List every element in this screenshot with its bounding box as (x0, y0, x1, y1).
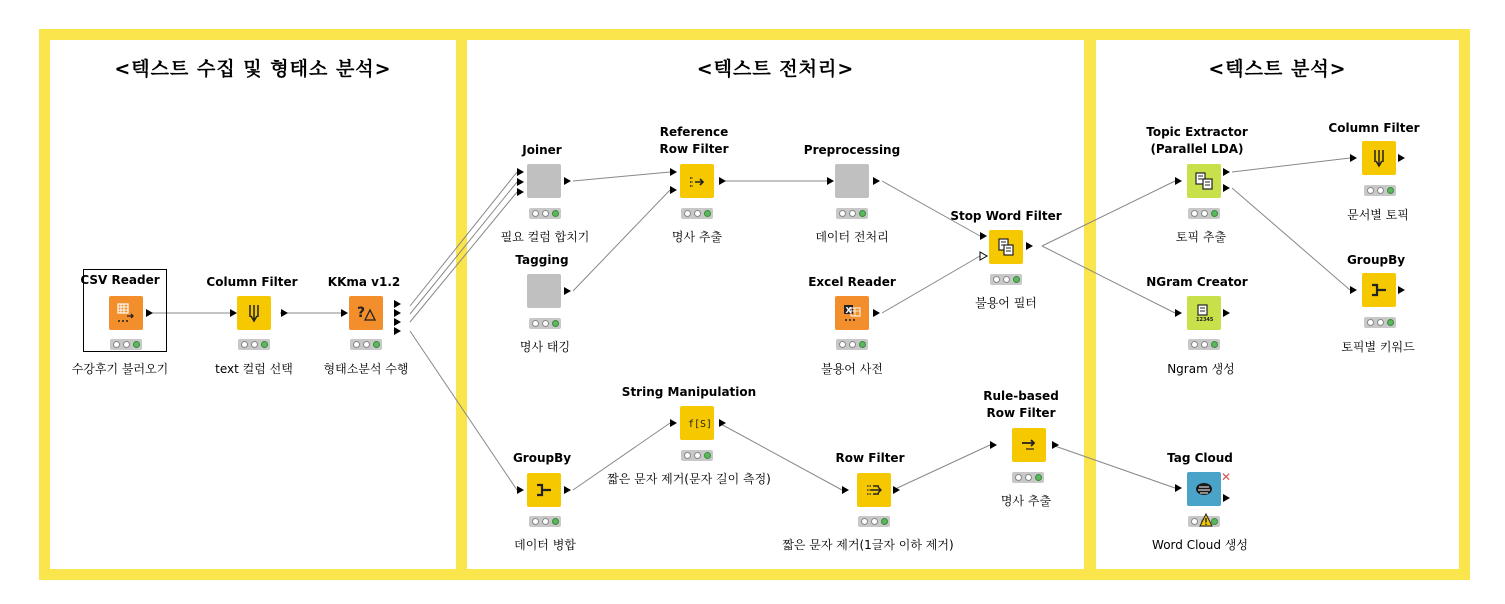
node-label-column-filter-1: text 컬럼 선택 (215, 362, 293, 376)
node-label-stop-word-filter: 불용어 필터 (975, 296, 1037, 310)
status-lights (836, 208, 868, 219)
section-title-collect: <텍스트 수집 및 형태소 분석> (114, 58, 392, 80)
node-excel-reader[interactable] (835, 296, 869, 330)
string-function-icon (686, 412, 713, 434)
node-title-kkma: KKma v1.2 (327, 275, 401, 289)
node-title-groupby-1: GroupBy (512, 451, 572, 465)
column-filter-icon (1368, 147, 1390, 169)
status-lights (681, 450, 713, 461)
status-lights (1012, 472, 1044, 483)
node-label-groupby-2: 토픽별 키워드 (1341, 340, 1415, 354)
node-string-manipulation[interactable] (680, 406, 714, 440)
node-label-joiner: 필요 컬럼 합치기 (500, 230, 590, 244)
node-title-csv-reader: CSV Reader (80, 273, 160, 287)
document-filter-icon (995, 236, 1017, 258)
node-reference-row-filter[interactable] (680, 164, 714, 198)
node-kkma[interactable] (349, 296, 383, 330)
status-lights (1364, 185, 1396, 196)
node-label-kkma: 형태소분석 수행 (323, 362, 409, 376)
status-lights (1188, 208, 1220, 219)
node-preprocessing[interactable] (835, 164, 869, 198)
node-label-tagging: 명사 태깅 (519, 340, 571, 354)
column-filter-icon (243, 302, 265, 324)
node-label-csv-reader: 수강후기 불러오기 (71, 362, 169, 376)
node-ngram-creator[interactable] (1187, 296, 1221, 330)
node-label-tag-cloud: Word Cloud 생성 (1152, 538, 1248, 552)
node-title-topic-extractor-1: Topic Extractor (1146, 125, 1248, 139)
morpheme-analysis-icon (355, 302, 377, 324)
node-title-row-filter: Row Filter (835, 451, 905, 465)
node-csv-reader[interactable] (109, 296, 143, 330)
node-label-excel-reader: 불용어 사전 (821, 362, 883, 376)
node-title-joiner: Joiner (522, 143, 562, 157)
node-title-topic-extractor-2: (Parallel LDA) (1150, 142, 1244, 156)
status-lights (350, 339, 382, 350)
reference-filter-icon (686, 170, 708, 192)
node-column-filter-2[interactable] (1362, 141, 1396, 175)
status-lights (1364, 317, 1396, 328)
node-title-tagging: Tagging (515, 253, 569, 267)
svg-text:?: ? (357, 305, 366, 321)
node-tag-cloud[interactable] (1187, 472, 1221, 506)
node-title-stop-word-filter: Stop Word Filter (950, 209, 1062, 223)
ngram-document-icon (1193, 302, 1215, 324)
svg-text:12345: 12345 (1196, 317, 1214, 323)
node-stop-word-filter[interactable] (989, 230, 1023, 264)
warning-icon (1199, 513, 1213, 527)
status-lights (858, 516, 890, 527)
node-groupby-1[interactable] (527, 473, 561, 507)
status-lights (529, 208, 561, 219)
wire-kkma-to-joiner-2 (410, 182, 517, 314)
row-filter-icon (863, 479, 885, 501)
node-tagging[interactable] (527, 274, 561, 308)
node-column-filter-1[interactable] (237, 296, 271, 330)
status-lights (529, 516, 561, 527)
node-joiner[interactable] (527, 164, 561, 198)
node-label-reference-row-filter: 명사 추출 (671, 230, 723, 244)
status-lights (1188, 339, 1220, 350)
node-label-ngram-creator: Ngram 생성 (1167, 362, 1235, 376)
wire-joiner-to-reffilter (573, 172, 670, 181)
node-label-column-filter-2: 문서별 토픽 (1347, 208, 1409, 222)
node-title-reference-row-filter-1: Reference (659, 125, 729, 139)
node-title-reference-row-filter-2: Row Filter (659, 142, 729, 156)
node-label-groupby-1: 데이터 병합 (514, 538, 576, 552)
wire-topic-to-colfilter2 (1232, 158, 1350, 172)
node-title-rule-based-row-filter-2: Row Filter (986, 406, 1056, 420)
groupby-icon (1368, 279, 1390, 301)
status-lights (990, 274, 1022, 285)
error-cross-icon: ✕ (1221, 470, 1232, 484)
svg-text:f[S]: f[S] (688, 419, 713, 430)
status-lights (110, 339, 142, 350)
groupby-icon (533, 479, 555, 501)
node-title-excel-reader: Excel Reader (808, 275, 896, 289)
section-title-analysis: <텍스트 분석> (1208, 58, 1347, 80)
status-lights (836, 339, 868, 350)
tag-cloud-icon (1193, 478, 1215, 500)
svg-text:X: X (845, 306, 852, 315)
node-title-rule-based-row-filter-1: Rule-based (983, 389, 1059, 403)
rule-filter-icon (1018, 434, 1040, 456)
node-row-filter[interactable] (857, 473, 891, 507)
node-topic-extractor[interactable] (1187, 164, 1221, 198)
topic-document-icon (1193, 170, 1215, 192)
status-lights (681, 208, 713, 219)
node-label-rule-based-row-filter: 명사 추출 (1000, 494, 1052, 508)
node-title-column-filter-1: Column Filter (206, 275, 298, 289)
node-label-row-filter: 짧은 문자 제거(1글자 이하 제거) (782, 538, 954, 552)
node-groupby-2[interactable] (1362, 273, 1396, 307)
node-title-column-filter-2: Column Filter (1328, 121, 1420, 135)
node-label-topic-extractor: 토픽 추출 (1175, 230, 1227, 244)
node-title-string-manipulation: String Manipulation (621, 385, 757, 399)
node-rule-based-row-filter[interactable] (1012, 428, 1046, 462)
node-label-preprocessing: 데이터 전처리 (815, 230, 889, 244)
section-title-preprocess: <텍스트 전처리> (696, 58, 855, 80)
table-arrow-icon (115, 302, 137, 324)
status-lights (238, 339, 270, 350)
excel-icon (841, 302, 863, 324)
node-label-string-manipulation: 짧은 문자 제거(문자 길이 측정) (607, 472, 771, 486)
status-lights (529, 318, 561, 329)
node-title-groupby-2: GroupBy (1346, 253, 1406, 267)
node-title-tag-cloud: Tag Cloud (1167, 451, 1233, 465)
node-title-ngram-creator: NGram Creator (1146, 275, 1248, 289)
node-title-preprocessing: Preprocessing (803, 143, 901, 157)
